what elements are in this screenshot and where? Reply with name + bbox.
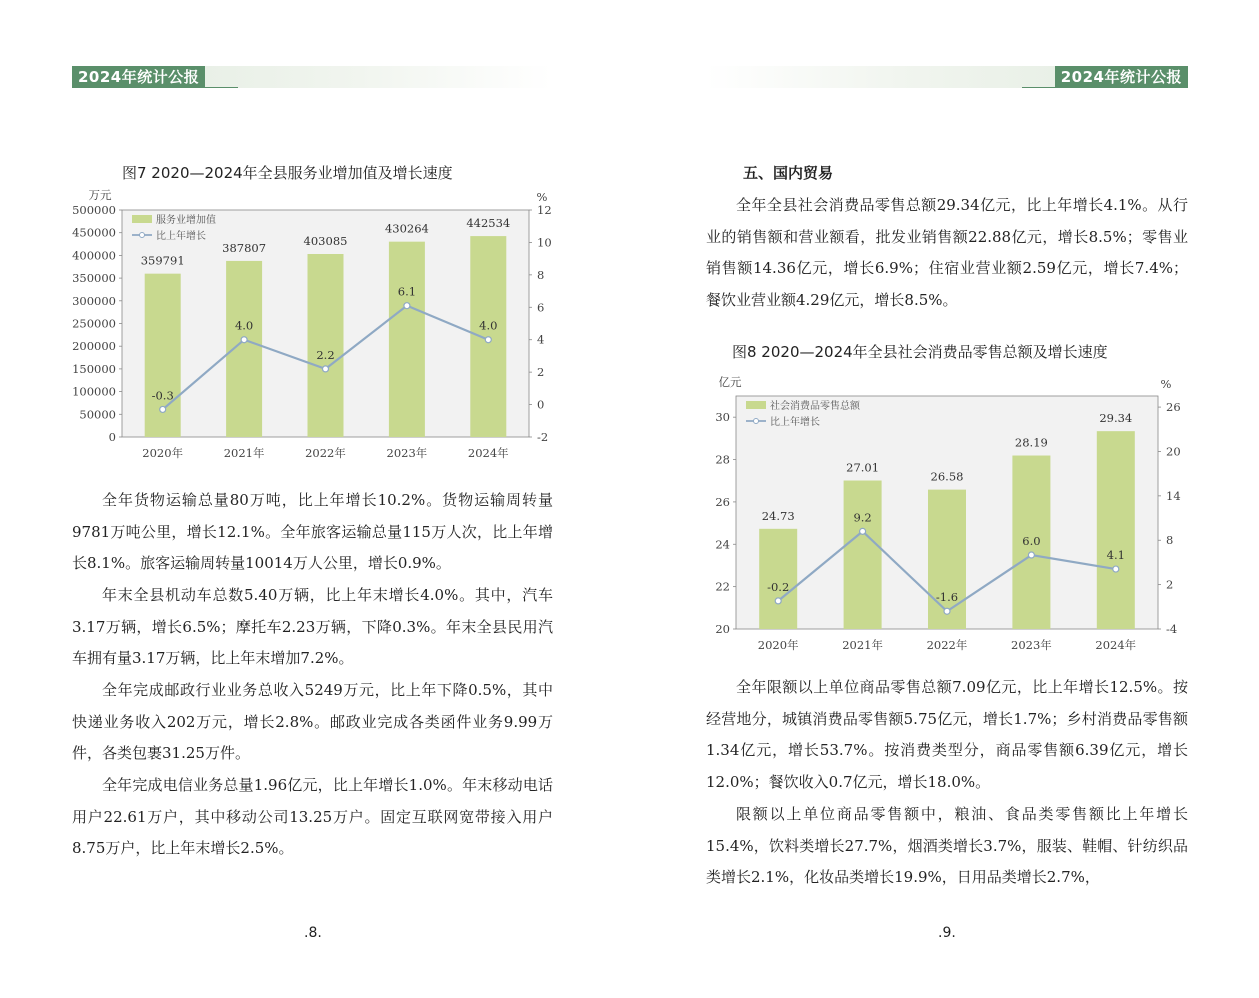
bar-data-label: 387807 [222,240,267,255]
paragraph-vehicles: 年末全县机动车总数5.40万辆，比上年末增长4.0%。其中，汽车3.17万辆，增长6.5%；摩托车2.23万辆，下降0.3%。年末全县民用汽车拥有量3.17万辆，比上年末增加7.2%。 [72,586,553,667]
y-tick-label: 30 [715,410,730,425]
x-tick-label: 2024年 [467,446,509,460]
y2-axis-unit: % [536,190,548,204]
bar-data-label: 403085 [303,233,348,248]
x-tick-label: 2022年 [926,638,968,652]
y-tick-label: 150000 [72,361,116,376]
y-tick-label: 300000 [72,293,116,308]
x-tick-label: 2021年 [223,446,265,460]
growth-point [1028,552,1034,558]
y2-tick-label: 10 [537,235,552,250]
y-tick-label: 400000 [72,248,116,263]
paragraph-above-quota: 全年限额以上单位商品零售总额7.09亿元，比上年增长12.5%。按经营地分，城镇消费品零售额5.75亿元，增长1.7%；乡村消费品零售额1.34亿元，增长53.7%。按消费类型分，商品零售额6.39亿元，增长12.0%；餐饮收入0.7亿元，增长18.0%。 [706,678,1188,791]
header-title: 2024年统计公报 [72,66,205,88]
bar [1097,431,1135,629]
paragraph-telecom: 全年完成电信业务总量1.96亿元，比上年增长1.0%。年末移动电话用户22.61万户，其中移动公司13.25万户。固定互联网宽带接入用户8.75万户，比上年末增长2.5%。 [72,776,553,857]
bar-data-label: 430264 [384,221,429,236]
y-axis-unit: 亿元 [718,375,742,389]
growth-data-label: 2.2 [316,347,335,362]
legend-line-label: 比上年增长 [770,417,820,428]
bar-data-label: 26.58 [930,469,964,484]
bar [759,529,797,629]
y2-tick-label: 8 [1166,533,1174,548]
legend-bar-swatch [132,215,152,223]
legend-line-marker [754,419,759,424]
growth-point [860,528,866,534]
x-tick-label: 2020年 [142,446,184,460]
paragraph-transport: 全年货物运输总量80万吨，比上年增长10.2%。货物运输周转量9781万吨公里，增长12.1%。全年旅客运输总量115万人次，比上年增长8.1%。旅客运输周转量10014万人公里，增长0.9%。 [72,491,553,572]
growth-point [160,406,166,412]
x-tick-label: 2020年 [757,638,799,652]
growth-data-label: 4.1 [1106,548,1125,563]
page-number: .8. [304,925,322,941]
growth-data-label: -1.6 [935,590,959,605]
y2-tick-label: -4 [1166,622,1178,636]
growth-point [404,303,410,309]
y2-tick-label: 2 [1166,577,1174,592]
y-tick-label: 28 [715,452,730,467]
y-tick-label: 250000 [72,316,116,331]
y-tick-label: 20 [715,622,730,636]
growth-data-label: -0.3 [151,388,174,403]
y2-tick-label: 4 [537,332,545,347]
bar [226,261,262,437]
x-tick-label: 2024年 [1095,638,1137,652]
bar [389,242,425,437]
y2-tick-label: -2 [537,430,549,444]
legend-line-marker [140,233,145,238]
paragraph-postal: 全年完成邮政行业业务总收入5249万元，比上年下降0.5%，其中快递业务收入202万元，增长2.8%。邮政业完成各类函件业务9.99万件，各类包裹31.25万件。 [72,681,553,762]
y-tick-label: 500000 [72,203,116,217]
y2-tick-label: 0 [537,397,545,412]
figure8-caption: 图8 2020—2024年全县社会消费品零售总额及增长速度 [732,343,1108,361]
y-tick-label: 24 [715,537,730,552]
y2-axis-unit: % [1160,377,1172,391]
bar-data-label: 27.01 [846,460,880,475]
growth-point [944,608,950,614]
growth-data-label: -0.2 [767,579,790,594]
y-tick-label: 200000 [72,339,116,354]
chart-retail-sales [630,0,1259,670]
y-tick-label: 0 [108,430,116,444]
growth-point [241,337,247,343]
y-tick-label: 450000 [72,225,116,240]
x-tick-label: 2023年 [386,446,428,460]
growth-data-label: 4.0 [479,318,498,333]
growth-point [775,598,781,604]
growth-point [323,366,329,372]
bar [308,254,344,437]
y-tick-label: 26 [715,494,730,509]
header-title: 2024年统计公报 [1055,66,1188,88]
bar-data-label: 442534 [466,216,511,231]
paragraph-categories: 限额以上单位商品零售额中，粮油、食品类零售额比上年增长15.4%，饮料类增长27.7%，烟酒类增长3.7%，服装、鞋帽、针纺织品类增长2.1%，化妆品类增长19.9%，日用品类增长2.7%， [706,805,1188,886]
paragraph-retail-total: 全年全县社会消费品零售总额29.34亿元，比上年增长4.1%。从行业的销售额和营业额看，批发业销售额22.88亿元，增长8.5%；零售业销售额14.36亿元，增长6.9%；住宿业营业额2.59亿元，增长7.4%；餐饮业营业额4.29亿元，增长8.5%。 [706,196,1188,309]
bar-data-label: 359791 [140,253,185,268]
legend-bar-label: 服务业增加值 [156,215,216,226]
bar-data-label: 28.19 [1014,435,1048,450]
y2-tick-label: 6 [537,300,545,315]
growth-data-label: 6.0 [1022,534,1041,549]
left-page [0,0,629,998]
right-page [630,0,1259,998]
y-tick-label: 22 [715,579,730,594]
y2-tick-label: 2 [537,365,545,380]
legend-bar-label: 社会消费品零售总额 [770,401,860,412]
bar-data-label: 29.34 [1099,411,1133,426]
growth-point [485,337,491,343]
x-tick-label: 2022年 [305,446,346,460]
y-tick-label: 50000 [79,407,116,422]
growth-point [1113,566,1119,572]
x-tick-label: 2021年 [842,638,883,652]
y2-tick-label: 12 [537,203,552,217]
y2-tick-label: 14 [1166,488,1181,503]
growth-data-label: 6.1 [397,284,417,299]
y2-tick-label: 8 [537,267,545,282]
bar [844,481,882,629]
growth-data-label: 4.0 [234,318,254,333]
legend-line-label: 比上年增长 [156,231,206,242]
chart-service-industry [0,0,629,470]
bar-data-label: 24.73 [761,508,795,523]
y2-tick-label: 26 [1166,400,1181,415]
y-tick-label: 350000 [72,271,116,286]
y2-tick-label: 20 [1166,444,1181,459]
x-tick-label: 2023年 [1011,638,1052,652]
y-tick-label: 100000 [72,384,116,399]
legend-bar-swatch [746,401,766,409]
y-axis-unit: 万元 [88,188,112,202]
growth-data-label: 9.2 [853,510,872,525]
page-number: .9. [938,925,956,941]
figure7-caption: 图7 2020—2024年全县服务业增加值及增长速度 [122,164,453,182]
section-title: 五、国内贸易 [743,164,834,182]
